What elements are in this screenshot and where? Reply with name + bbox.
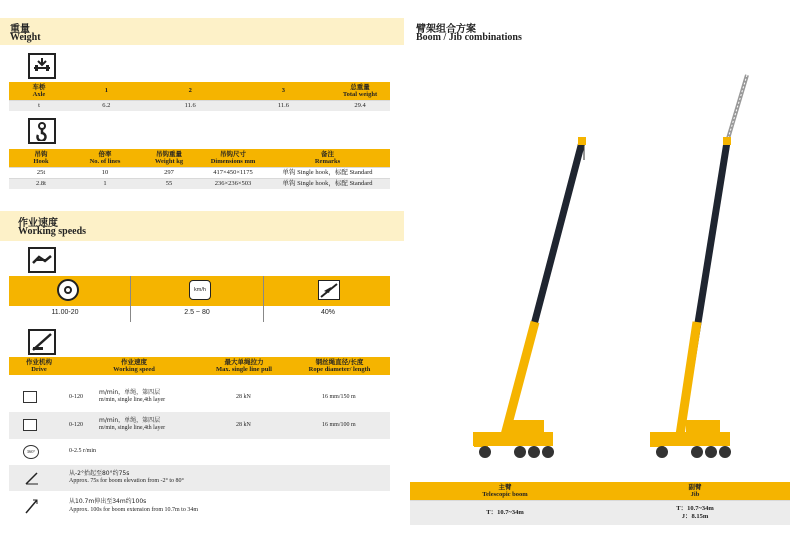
table-row: [9, 440, 390, 464]
hook-icon: [28, 118, 56, 144]
table-cell: 55: [137, 179, 201, 190]
lines-header: 倍率 No. of lines: [73, 149, 137, 168]
weight-title-band: [0, 18, 404, 45]
table-cell: 从10.7m伸出至34m约100s: [69, 498, 147, 505]
table-cell: T：10.7~34m: [410, 501, 600, 525]
axle-2-header: 2: [144, 82, 237, 101]
drive-table: [9, 357, 390, 375]
boom-head: [578, 137, 586, 145]
luffing-icon: [25, 471, 39, 485]
table-cell: 单钩 Single hook，标配 Standard: [265, 179, 390, 190]
telescoping-icon: [25, 498, 39, 514]
speedometer-icon: km/h: [189, 280, 211, 300]
boom-title-cn: 臂架组合方案: [416, 24, 476, 35]
wheel: [691, 446, 703, 458]
table-cell: 297: [137, 168, 201, 179]
divider: [130, 276, 131, 322]
jib-config-jib: J：8.15m: [681, 512, 709, 520]
working-speed-header: 作业速度 Working speed: [69, 357, 199, 375]
superstructure: [686, 420, 720, 434]
superstructure: [510, 420, 544, 434]
slewing-icon: 360°: [23, 445, 39, 459]
tire-size-value: 11.00-20: [51, 309, 79, 316]
table-row: [9, 412, 390, 439]
table-cell: 从-2°抬起至80°约75s: [69, 470, 130, 477]
axle-table: [9, 82, 390, 111]
table-cell: 28 kN: [236, 422, 251, 428]
cab: [650, 437, 664, 447]
boom-base: [680, 322, 697, 435]
travel-icon: [28, 247, 56, 273]
tire-icon: [57, 279, 79, 301]
winch-icon: [23, 391, 37, 403]
table-cell: 11.6: [237, 101, 330, 112]
max-speed-value: 2.5 ~ 80: [184, 309, 210, 316]
dimensions-header: 吊钩尺寸 Dimensions mm: [201, 149, 265, 168]
hook-table: [9, 149, 390, 189]
table-row: [9, 384, 390, 411]
boom-base: [505, 322, 535, 435]
table-cell: m/min，单绳，第四层: [99, 389, 161, 396]
crane-illustrations: [410, 60, 800, 470]
wheel: [542, 446, 554, 458]
wheel: [656, 446, 668, 458]
table-row: [9, 179, 390, 190]
table-cell: 1: [73, 179, 137, 190]
boom-head: [723, 137, 731, 145]
telescopic-boom-header: 主臂 Telescopic boom: [410, 482, 600, 501]
wheel: [479, 446, 491, 458]
table-row: [9, 168, 390, 179]
weight-title-en: Weight: [10, 32, 41, 43]
table-cell: 11.6: [144, 101, 237, 112]
line-pull-header: 最大单绳拉力 Max. single line pull: [199, 357, 289, 375]
weight-title-cn: 重量: [10, 24, 30, 35]
table-cell: 25t: [9, 168, 73, 179]
table-row: [9, 492, 390, 520]
boom-combination-table: [410, 482, 790, 525]
table-cell: 417×450×1175: [201, 168, 265, 179]
table-cell: 0-120: [69, 422, 83, 428]
boom-title-en: Boom / Jib combinations: [416, 32, 522, 43]
table-cell: 16 mm/100 m: [322, 422, 356, 428]
remarks-header: 备注 Remarks: [265, 149, 390, 168]
table-cell: Approx. 100s for boom extension from 10.7m to 34m: [69, 507, 198, 513]
wheel: [514, 446, 526, 458]
working-speeds-title-en: Working speeds: [18, 226, 87, 237]
table-cell: 0-120: [69, 394, 83, 400]
table-cell: [600, 501, 790, 525]
winch-icon: [23, 419, 37, 431]
table-cell: 10: [73, 168, 137, 179]
table-cell: m/min，单绳，第四层: [99, 417, 161, 424]
table-cell: 2.8t: [9, 179, 73, 190]
table-cell: 单钩 Single hook，标配 Standard: [265, 168, 390, 179]
total-weight-header: 总重量 Total weight: [330, 82, 390, 101]
wheel: [705, 446, 717, 458]
table-cell: 16 mm/150 m: [322, 394, 356, 400]
table-cell: Approx. 75s for boom elevation from -2° to 80°: [69, 478, 184, 484]
axle-1-header: 1: [69, 82, 144, 101]
working-speeds-title-cn: 作业速度: [18, 218, 58, 229]
hook-weight-header: 吊钩重量 Weight kg: [137, 149, 201, 168]
wheel: [528, 446, 540, 458]
table-row: [9, 465, 390, 491]
table-row: [410, 501, 790, 525]
drive-header: 作业机构 Drive: [9, 357, 69, 375]
jib-header: 副臂 Jib: [600, 482, 790, 501]
gradeability-value: 40%: [320, 309, 335, 316]
table-cell: 0-2.5 r/min: [69, 448, 96, 454]
table-cell: 236×236×503: [201, 179, 265, 190]
jib-config-boom: T：10.7~34m: [676, 504, 714, 512]
table-cell: 28 kN: [236, 394, 251, 400]
table-cell: 6.2: [69, 101, 144, 112]
jib-crane: [650, 75, 747, 458]
table-cell: 29.4: [330, 101, 390, 112]
hook-header: 吊钩 Hook: [9, 149, 73, 168]
wheel: [719, 446, 731, 458]
table-cell: m/min, single line,4th layer: [99, 425, 166, 431]
telescopic-boom-crane: [473, 137, 586, 458]
rope-header: 钢丝绳直径/长度 Rope diameter/ length: [289, 357, 390, 375]
gradeability-icon: [318, 280, 340, 300]
axle-header: 车桥 Axle: [9, 82, 69, 101]
table-row: [9, 101, 390, 112]
table-cell: m/min, single line,4th layer: [99, 397, 166, 403]
table-cell: t: [9, 101, 69, 112]
axle-3-header: 3: [237, 82, 330, 101]
crane-drive-icon: [28, 329, 56, 355]
cab: [474, 437, 488, 447]
axle-icon: [28, 53, 56, 79]
